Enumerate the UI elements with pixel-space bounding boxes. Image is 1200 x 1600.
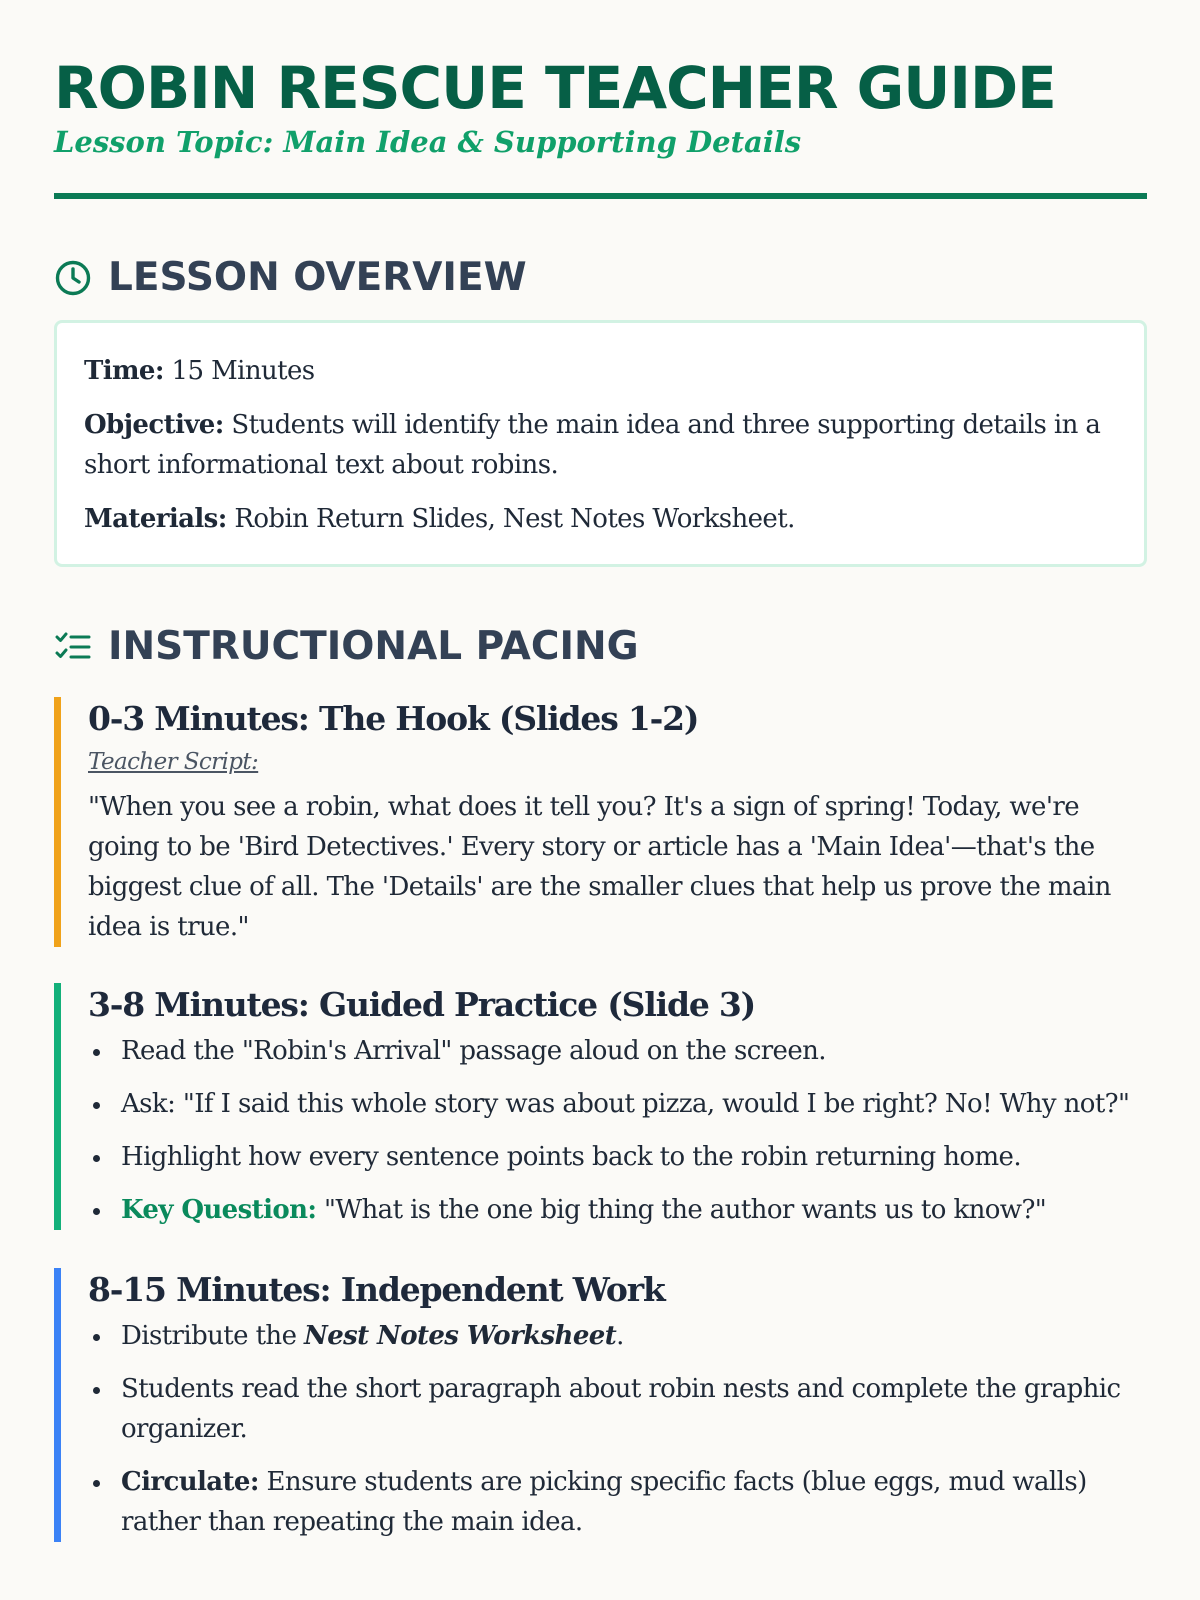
time-value: 15 Minutes <box>163 356 315 386</box>
circulate-text: Ensure students are picking specific facts (blue eggs, mud walls) rather than repeating the main idea. <box>121 1467 1087 1537</box>
checklist-icon <box>54 628 92 666</box>
materials-value: Robin Return Slides, Nest Notes Worksheet. <box>226 504 795 534</box>
independent-work-title: 8-15 Minutes: Independent Work <box>88 1270 665 1309</box>
lesson-overview-heading <box>54 256 1147 300</box>
pacing-block-independent-work <box>54 1268 1147 1542</box>
list-item <box>121 1190 1147 1230</box>
objective-label: Objective: <box>84 410 224 440</box>
key-question-text: "What is the one big thing the author wants us to know?" <box>316 1195 1047 1225</box>
overview-materials <box>84 499 1117 539</box>
overview-objective <box>84 405 1117 485</box>
overview-time <box>84 351 1117 391</box>
teacher-guide-page <box>54 0 1147 1542</box>
list-item: Students read the short paragraph about robin nests and complete the graphic organizer. <box>121 1369 1147 1449</box>
lesson-overview-box <box>54 320 1147 567</box>
objective-value: Students will identify the main idea and three supporting details in a short informational text about robins. <box>84 410 1101 480</box>
hook-title: 0-3 Minutes: The Hook (Slides 1-2) <box>88 699 699 738</box>
pacing-block-guided-practice <box>54 983 1147 1230</box>
list-item <box>121 1316 1147 1356</box>
materials-label: Materials: <box>84 504 227 534</box>
clock-icon <box>54 259 92 297</box>
list-item <box>121 1462 1147 1542</box>
time-label: Time: <box>84 356 164 386</box>
guided-practice-list <box>88 1031 1147 1230</box>
instructional-pacing-heading <box>54 625 1147 669</box>
page-subtitle: Lesson Topic: Main Idea & Supporting Details <box>54 125 802 159</box>
instructional-pacing-heading-text: INSTRUCTIONAL PACING <box>108 624 639 669</box>
circulate-label: Circulate: <box>121 1467 259 1497</box>
guided-practice-title: 3-8 Minutes: Guided Practice (Slide 3) <box>88 985 756 1024</box>
distribute-suffix: . <box>616 1321 624 1351</box>
key-question-label: Key Question: <box>121 1195 317 1225</box>
teacher-script-label: Teacher Script: <box>88 749 259 775</box>
worksheet-name: Nest Notes Worksheet <box>304 1321 617 1351</box>
list-item: Ask: "If I said this whole story was about pizza, would I be right? No! Why not?" <box>121 1084 1147 1124</box>
teacher-script-text: "When you see a robin, what does it tell you? It's a sign of spring! Today, we're going to be 'Bird Detectives.' Every story or article has a 'Main Idea'—that's the biggest clue of all. The 'Details' are the smaller clues that help us prove the main idea is true." <box>88 792 1111 942</box>
list-item: Highlight how every sentence points back to the robin returning home. <box>121 1137 1147 1177</box>
title-divider <box>54 193 1147 199</box>
page-title: ROBIN RESCUE TEACHER GUIDE <box>54 54 1056 122</box>
lesson-overview-heading-text: LESSON OVERVIEW <box>108 255 527 300</box>
distribute-prefix: Distribute the <box>121 1321 305 1351</box>
list-item: Read the "Robin's Arrival" passage aloud on the screen. <box>121 1031 1147 1071</box>
independent-work-list <box>88 1316 1147 1542</box>
pacing-block-hook <box>54 697 1147 947</box>
